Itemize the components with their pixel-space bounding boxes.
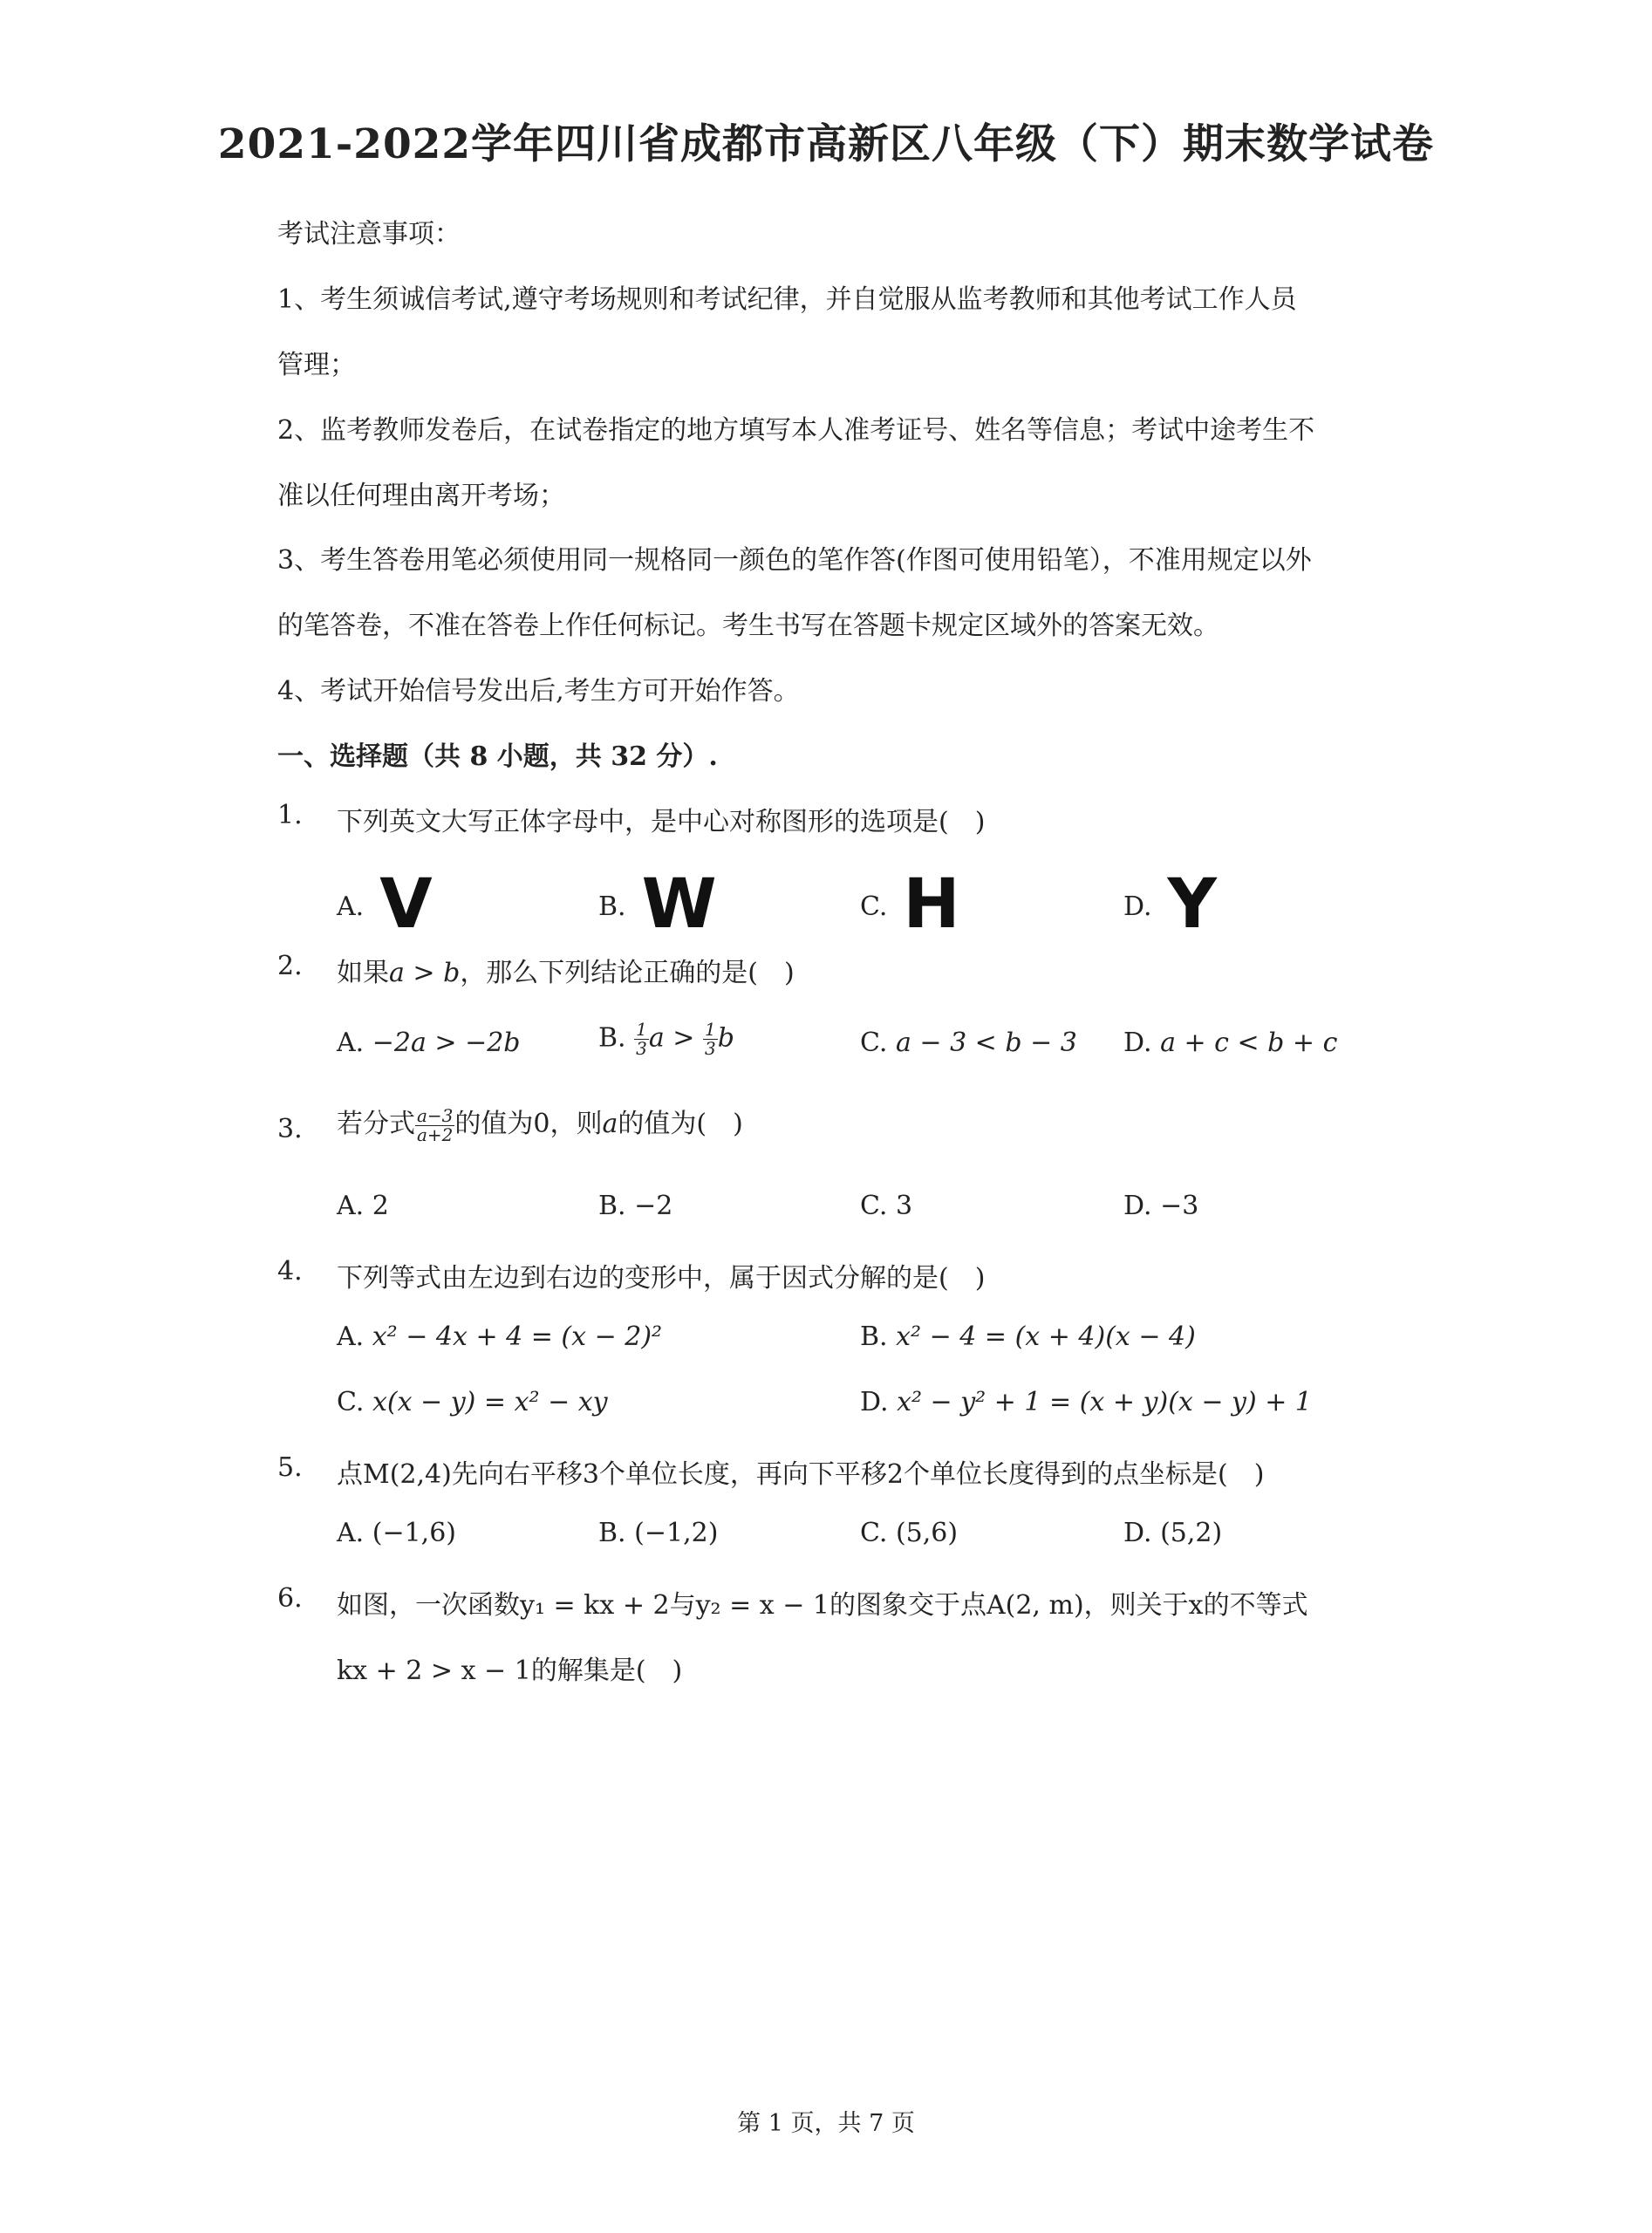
option-d: [1123, 865, 1217, 944]
option-label: C.: [860, 891, 888, 922]
question-text: 下列英文大写正体字母中，是中心对称图形的选项是( ): [337, 807, 986, 837]
option-a: A. 2: [337, 1191, 389, 1221]
option-a: [337, 865, 433, 944]
option-c: C. a − 3 < b − 3: [860, 1028, 1077, 1058]
option-label: B.: [598, 891, 626, 922]
option-c: C. (5,6): [860, 1518, 959, 1548]
option-b: B. x² − 4 = (x + 4)(x − 4): [860, 1321, 1196, 1352]
question-text: 如图，一次函数y₁ = kx + 2与y₂ = x − 1的图象交于点A(2, m)，则关于x的不等式: [337, 1590, 1308, 1621]
notice-line: 3、考生答卷用笔必须使用同一规格同一颜色的笔作答(作图可使用铅笔），不准用规定以外: [277, 545, 1312, 576]
option-a: A. (−1,6): [337, 1518, 457, 1548]
question-text: 下列等式由左边到右边的变形中，属于因式分解的是( ): [337, 1263, 986, 1294]
letter-y-glyph: Y: [1167, 865, 1218, 944]
question-number: 4.: [277, 1256, 303, 1287]
option-b: [598, 865, 717, 944]
question-number: 1.: [277, 800, 303, 830]
question-number: 2.: [277, 951, 303, 981]
letter-v-glyph: V: [379, 865, 433, 944]
option-a: A. x² − 4x + 4 = (x − 2)²: [337, 1321, 663, 1352]
notice-line: 2、监考教师发卷后，在试卷指定的地方填写本人准考证号、姓名等信息；考试中途考生不: [277, 415, 1315, 446]
option-c: C. x(x − y) = x² − xy: [337, 1387, 608, 1417]
notice-line: 1、考生须诚信考试,遵守考场规则和考试纪律，并自觉服从监考教师和其他考试工作人员: [277, 284, 1297, 315]
notice-line: 4、考试开始信号发出后,考生方可开始作答。: [277, 676, 800, 707]
notice-line: 的笔答卷，不准在答卷上作任何标记。考生书写在答题卡规定区域外的答案无效。: [277, 611, 1219, 641]
notice-line: 管理；: [277, 350, 356, 380]
section-heading: 一、选择题（共 8 小题，共 32 分）.: [277, 741, 718, 772]
option-b: B. $\frac{1}{3}$ a > $\frac{1}{3}$ b: [598, 1019, 734, 1059]
option-d: D. x² − y² + 1 = (x + y)(x − y) + 1: [860, 1387, 1312, 1417]
question-number: 3.: [277, 1114, 303, 1144]
fraction: $\frac{1}{3}$: [704, 1019, 716, 1059]
question-number: 6.: [277, 1583, 303, 1614]
question-text: 如果a > b，那么下列结论正确的是( ): [337, 958, 795, 988]
option-d: D. (5,2): [1123, 1518, 1223, 1548]
fraction: $\frac{a-3}{a+2}$: [417, 1104, 454, 1145]
page-title: 2021-2022学年四川省成都市高新区八年级（下）期末数学试卷: [217, 120, 1435, 168]
option-b: B. (−1,2): [598, 1518, 719, 1548]
question-text-continued: kx + 2 > x − 1的解集是( ): [337, 1656, 683, 1686]
question-text: 点M(2,4)先向右平移3个单位长度，再向下平移2个单位长度得到的点坐标是( ): [337, 1459, 1265, 1490]
option-a: A. −2a > −2b: [337, 1028, 521, 1058]
option-label: D.: [1123, 891, 1152, 922]
question-text: 若分式 $\frac{a-3}{a+2}$ 的值为0，则a的值为( ): [337, 1104, 743, 1145]
letter-h-glyph: H: [903, 865, 960, 944]
notice-line: 准以任何理由离开考场；: [277, 481, 565, 511]
option-d: D. −3: [1123, 1191, 1199, 1221]
option-b: B. −2: [598, 1191, 673, 1221]
notice-heading: 考试注意事项：: [277, 219, 461, 249]
question-number: 5.: [277, 1452, 303, 1483]
option-d: D. a + c < b + c: [1123, 1028, 1338, 1058]
option-c: [860, 865, 960, 944]
page-footer: 第 1 页，共 7 页: [737, 2110, 915, 2137]
letter-w-glyph: W: [641, 865, 717, 944]
fraction: $\frac{1}{3}$: [636, 1019, 647, 1059]
option-c: C. 3: [860, 1191, 913, 1221]
option-label: A.: [337, 891, 365, 922]
